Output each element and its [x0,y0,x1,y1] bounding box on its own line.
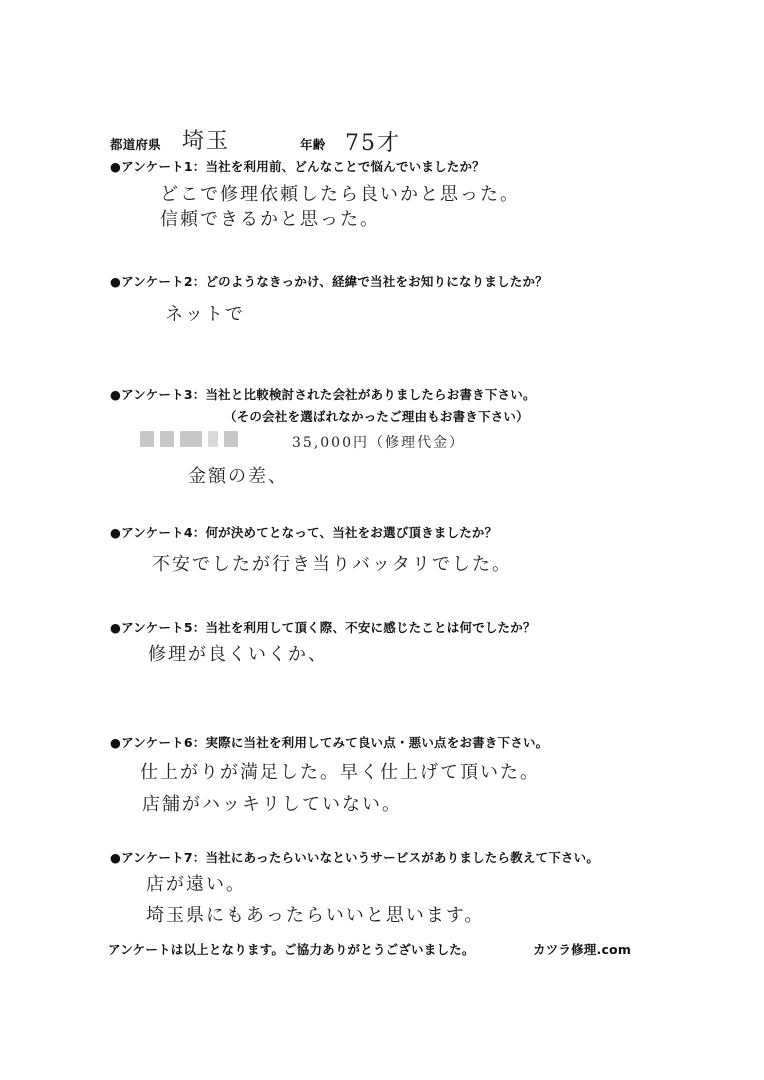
question-5: ●アンケート5：当社を利用して頂く際、不安に感じたことは何でしたか？ [110,620,536,635]
age-label: 年齢 [300,137,326,152]
answer-5-line-1: 修理が良くいくか、 [148,644,328,665]
answer-3-line-2: 金額の差、 [188,466,288,487]
answer-6-line-1: 仕上がりが満足した。早く仕上げて頂いた。 [140,762,540,783]
question-3: ●アンケート3：当社と比較検討された会社がありましたらお書き下さい。 [110,387,536,402]
prefecture-label: 都道府県 [110,137,161,152]
answer-1-line-2: 信頼できるかと思った。 [160,209,380,230]
answer-2-line-1: ネットで [165,304,245,325]
question-3-sub: （その会社を選ばれなかったご理由もお書き下さい） [224,409,529,424]
answer-7-line-1: 店が遠い。 [146,874,246,895]
prefecture-value: 埼玉 [182,129,231,154]
question-7: ●アンケート7：当社にあったらいいなというサービスがありましたら教えて下さい。 [110,850,600,865]
question-6: ●アンケート6：実際に当社を利用してみて良い点・悪い点をお書き下さい。 [110,735,549,750]
brand-name: カツラ修理.com [533,942,632,957]
question-1: ●アンケート1：当社を利用前、どんなことで悩んでいましたか？ [110,159,485,174]
question-4: ●アンケート4：何が決めてとなって、当社をお選び頂きましたか？ [110,525,498,540]
closing-text: アンケートは以上となります。ご協力ありがとうございました。 [108,942,475,957]
answer-6-line-2: 店舗がハッキリしていない。 [142,794,402,815]
answer-1-line-1: どこで修理依頼したら良いかと思った。 [160,184,520,205]
redacted-company-name [140,431,238,449]
answer-7-line-2: 埼玉県にもあったらいいと思います。 [146,905,485,926]
answer-4-line-1: 不安でしたが行き当りバッタリでした。 [152,554,512,575]
question-2: ●アンケート2：どのようなきっかけ、経緯で当社をお知りになりましたか？ [110,274,548,289]
age-value: 75才 [345,131,401,156]
answer-3-line-1: 35,000円（修理代金） [292,435,465,451]
